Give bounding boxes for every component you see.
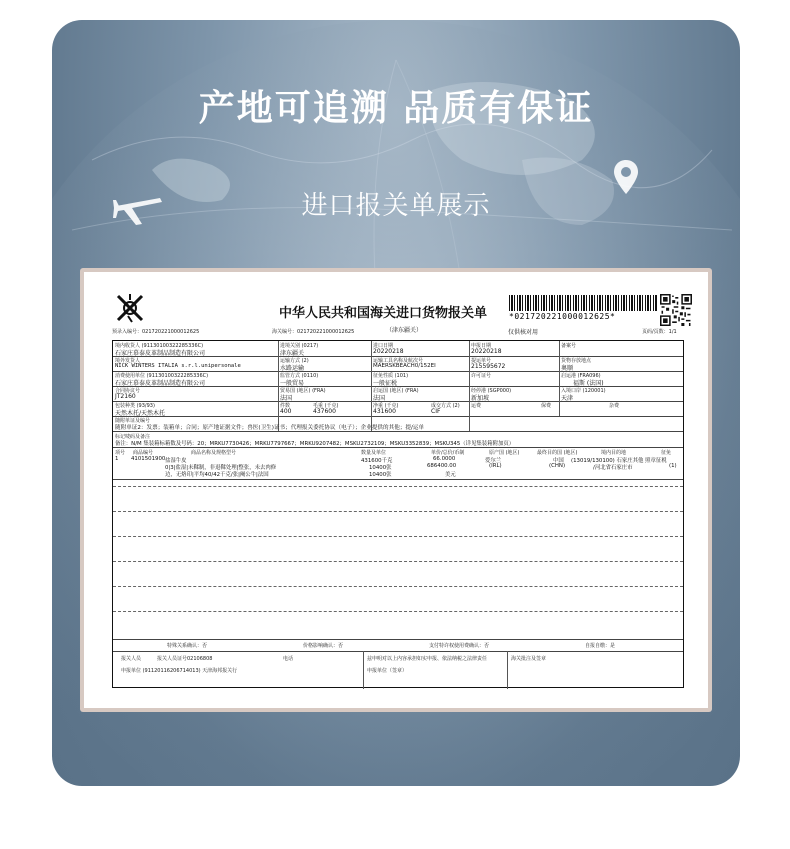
headline: 产地可追溯 品质有保证	[198, 88, 594, 129]
document-frame	[80, 268, 712, 712]
goods-origin: 爱尔兰	[485, 458, 502, 464]
barcode-number: *02172022100001262​5*	[509, 312, 616, 321]
barcode	[509, 295, 657, 311]
goods-exemption-code: (1)	[669, 463, 677, 469]
declarant: 报关人员	[121, 656, 142, 662]
supervision-value: 一般贸易	[280, 380, 305, 387]
entry-customs-value: 津东疆关	[280, 350, 305, 357]
goods-header-name: 商品名称及规格型号	[191, 450, 237, 456]
goods-total-price: 686400.00	[427, 463, 457, 469]
goods-currency: 美元	[445, 472, 456, 478]
goods-domestic-dest: (13019/130100) 石家庄其他 照章征税	[571, 458, 667, 464]
bill-no-value: 215595672	[471, 363, 506, 370]
deal-mode-label: 成交方式 (2)	[431, 403, 460, 409]
package-value: 天然木托/天然木托	[115, 410, 166, 417]
customs-emblem-icon	[114, 292, 146, 324]
entry-port-label: 入境口岸 (120001)	[561, 388, 606, 394]
agent-unit: 申报单位 (91120116206714013) 天津海邦报关行	[121, 668, 238, 674]
goods-qty-3: 10400张	[369, 472, 392, 478]
goods-dest-code: (CHN)	[549, 463, 566, 469]
goods-item-name: 盐湿牛皮	[165, 458, 187, 464]
goods-header-price: 单价/总价/币制	[431, 450, 465, 456]
freight-label: 运费	[471, 403, 482, 409]
goods-item-spec-1: 0|3|盐湿|未鞣制，非退鞣处理|整张，未去肉修	[165, 465, 277, 471]
customs-remarks: 海关批注及签章	[511, 656, 547, 662]
self-report: 自报自缴：是	[585, 643, 616, 649]
consignee-label: 境内收货人 (91130100322285336C)	[115, 343, 204, 349]
vessel-label: 运输工具名称及航次号	[373, 358, 424, 364]
goods-header-domestic: 境内目的地	[601, 450, 627, 456]
trade-country-label: 贸易国 (地区) (FRA)	[280, 388, 326, 394]
contract-value: JT2160	[115, 393, 136, 400]
license-label: 许可证号	[471, 373, 492, 379]
entry-customs-label: 进境关别 (0217)	[280, 343, 319, 349]
royalty: 支付特许权使用费确认：否	[429, 643, 490, 649]
contract-label: 合同协议号	[115, 388, 141, 394]
goods-dest: 中国	[553, 458, 564, 464]
special-relation: 特殊关系确认：否	[167, 643, 208, 649]
net-weight-value: 431600	[373, 408, 396, 415]
goods-item-spec-2: 边，无烙印|平均40/42千克/张|阉公牛|法国	[165, 472, 269, 478]
price-effect: 价格影响确认：否	[303, 643, 344, 649]
customs-declaration	[84, 272, 708, 708]
goods-qty-2: 10400张	[369, 465, 392, 471]
goods-domestic-dest-2: /河北省石家庄市	[593, 465, 633, 471]
consumer-value: 石家庄慕泰皮革制品制造有限公司	[115, 380, 206, 387]
consignee-value: 石家庄慕泰皮革制品制造有限公司	[115, 350, 206, 357]
goods-header-code: 商品编号	[133, 450, 154, 456]
gross-weight-label: 毛重 (千克)	[313, 403, 339, 409]
supervision-label: 监管方式 (0110)	[280, 373, 319, 379]
deal-mode-value: CIF	[431, 408, 441, 415]
net-weight-label: 净重 (千克)	[373, 403, 399, 409]
transport-mode-value: 水路运输	[280, 365, 305, 372]
bill-no-label: 提运单号	[471, 358, 492, 364]
declaration-title: 中华人民共和国海关进口货物报关单	[279, 306, 488, 321]
declaration-grid	[112, 340, 684, 688]
trade-country-value: 法国	[280, 395, 293, 402]
departure-port-value: 福斯 (法国)	[573, 380, 604, 387]
declare-date-label: 申报日期	[471, 343, 492, 349]
levy-label: 征免性质 (101)	[373, 373, 409, 379]
pre-entry-number: 预录入编号：021720221000012625	[112, 329, 200, 335]
qr-code-icon	[660, 294, 692, 326]
transport-mode-label: 运输方式 (2)	[280, 358, 309, 364]
gross-weight-value: 437600	[313, 408, 336, 415]
consumer-label: 消费使用单位 (91130100322285336C)	[115, 373, 209, 379]
package-label: 包装种类 (93/93)	[115, 403, 155, 409]
goods-header-exemption: 征免	[661, 450, 672, 456]
pieces-label: 件数	[280, 403, 291, 409]
port-note: （津东疆关）	[386, 327, 423, 334]
departure-port-label: 启运港 (FRA096)	[561, 373, 601, 379]
goods-header-no: 项号	[115, 450, 126, 456]
goods-item-code: 4101501900	[131, 456, 166, 462]
shipper-label: 境外发货人	[115, 358, 141, 364]
page-info: 页码/页数：1/1	[642, 329, 677, 335]
customs-number: 海关编号：021720221000012625	[272, 329, 355, 335]
entry-port-value: 天津	[561, 395, 574, 402]
shipper-value: NICK WINTERS ITALIA s.r.l.unipersonale	[115, 363, 241, 369]
agent-seal: 申报单位（签章）	[367, 668, 408, 674]
docs-label: 随附单证及编号	[115, 418, 151, 424]
transit-port-value: 新加坡	[471, 395, 490, 402]
goods-item-no: 1	[115, 456, 119, 462]
goods-unit-price: 66.0000	[433, 456, 456, 462]
marks-label: 标记唛码及备注	[115, 434, 151, 440]
record-no-label: 备案号	[561, 343, 577, 349]
storage-value: 奥顺	[561, 365, 574, 372]
goods-origin-code: (IRL)	[489, 463, 502, 469]
docs-value: 随附单证2：发票；装箱单；合同；原产地证据文件；兽医(卫生)证书；代理报关委托协议（电子）；企业提供的其他；提/运单	[115, 425, 425, 431]
declare-date-value: 20220218	[471, 348, 502, 355]
origin-country-value: 法国	[373, 395, 386, 402]
goods-header-qty: 数量及单位	[361, 450, 387, 456]
statement: 兹申明对以上内容承担如实申报、依法纳税之法律责任	[367, 656, 488, 662]
declarant-cert: 报关人员证号02106808	[157, 656, 213, 662]
phone: 电话	[283, 656, 294, 662]
goods-header-origin: 原产国 (地区)	[489, 450, 520, 456]
subtitle: 进口报关单展示	[301, 191, 491, 221]
insurance-label: 保费	[541, 403, 552, 409]
goods-header-dest: 最终目的国 (地区)	[537, 450, 578, 456]
location-pin-icon	[614, 160, 638, 194]
origin-country-label: 启运国 (地区) (FRA)	[373, 388, 419, 394]
transit-port-label: 经停港 (SGP000)	[471, 388, 512, 394]
pieces-value: 400	[280, 408, 292, 415]
misc-fee-label: 杂费	[609, 403, 620, 409]
storage-label: 货物存放地点	[561, 358, 592, 364]
levy-value: 一般征税	[373, 380, 398, 387]
only-for-check: 仅供核对用	[508, 329, 539, 336]
import-date-value: 20220218	[373, 348, 404, 355]
vessel-value: MAERSKBEACH0/152EI	[373, 363, 436, 369]
banner-card	[52, 20, 740, 786]
goods-qty-1: 431600千克	[361, 458, 393, 464]
import-date-label: 进口日期	[373, 343, 394, 349]
marks-value: 备注：N/M 集装箱标箱数及号码：20；MRKU7730426；MRKU7797667；MRKU9207482；MSKU2732109；MSKU3352839；MSKU345（详见集装箱附加页）	[115, 441, 515, 447]
